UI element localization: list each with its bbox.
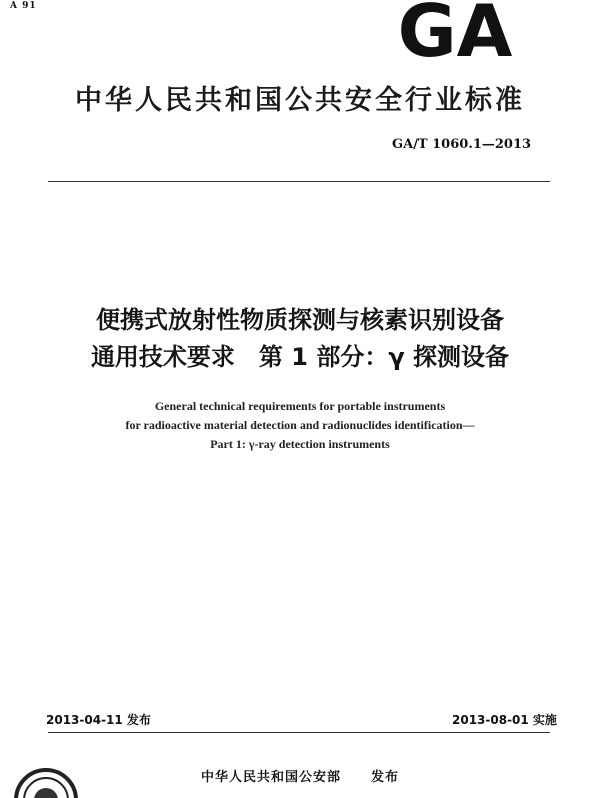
implementation-date: 2013-08-01 实施 (452, 713, 557, 727)
english-title-line-2: for radioactive material detection and radionuclides identification— (125, 418, 475, 432)
standard-number: GA/T 1060.1—2013 (392, 137, 532, 152)
chinese-title (0, 302, 600, 376)
english-title-line-1: General technical requirements for portable instruments (154, 399, 446, 413)
header-divider (48, 181, 550, 182)
ga-logo (395, 0, 515, 58)
publisher (0, 766, 600, 785)
publish-label: 发布 (371, 770, 400, 785)
ics-code: A 91 (10, 1, 37, 11)
issuing-authority-heading: 中华人民共和国公共安全行业标准 (75, 85, 525, 116)
chinese-title-line-1: 便携式放射性物质探测与核素识别设备 (96, 306, 504, 334)
english-title (0, 397, 600, 454)
issue-date: 2013-04-11 发布 (46, 713, 151, 727)
svg-text:GA: GA (397, 0, 513, 58)
chinese-title-line-2: 通用技术要求 第 1 部分：γ 探测设备 (90, 343, 510, 371)
publisher-name: 中华人民共和国公安部 (200, 770, 341, 785)
english-title-line-3: Part 1: γ-ray detection instruments (210, 437, 390, 451)
footer-divider (48, 732, 550, 733)
